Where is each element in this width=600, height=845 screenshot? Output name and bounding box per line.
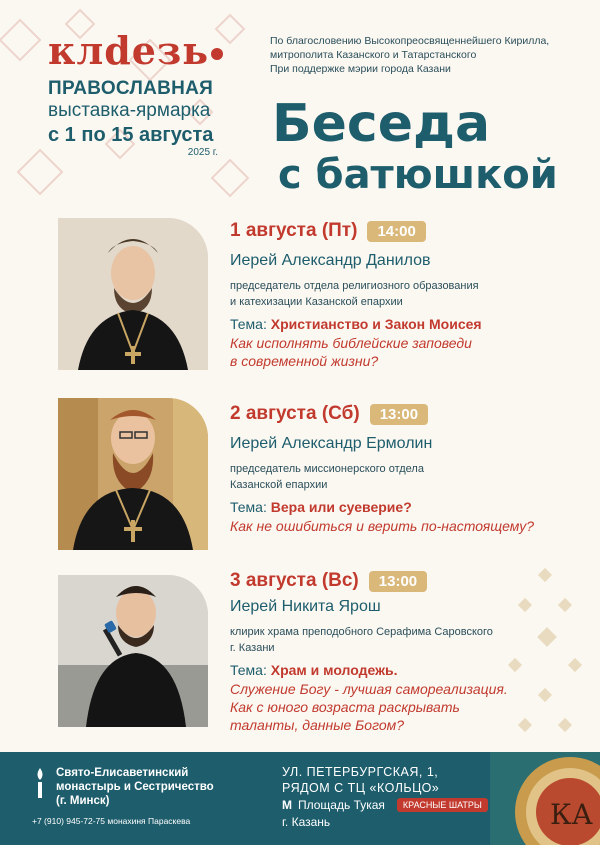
theme-label: Тема: xyxy=(230,499,267,515)
blessing-line: митрополита Казанского и Татарстанского xyxy=(270,49,477,61)
mosaic-letters: КА xyxy=(550,798,593,831)
role-line: г. Казани xyxy=(230,642,275,654)
event-card-1 xyxy=(230,220,590,370)
role-line: председатель отдела религиозного образования xyxy=(230,280,479,292)
monastery-line: (г. Минск) xyxy=(56,795,110,807)
metro-icon: М xyxy=(282,798,292,812)
priest-name: Иерей Александр Ермолин xyxy=(230,435,433,452)
event-theme xyxy=(230,316,590,332)
mosaic-image xyxy=(490,752,600,845)
contact-phone: +7 (910) 945-72-75 монахиня Параскева xyxy=(32,816,191,826)
title-line-2: с батюшкой xyxy=(278,152,558,198)
question-line: Как не ошибиться и верить по-настоящему? xyxy=(230,518,534,534)
theme-topic: Храм и молодежь. xyxy=(270,662,398,678)
event-time-badge: 14:00 xyxy=(367,221,425,242)
role-line: и катехизации Казанской епархии xyxy=(230,296,403,308)
monastery-line: монастырь и Сестричество xyxy=(56,781,214,793)
theme-topic: Вера или суеверие? xyxy=(270,499,412,515)
city: г. Казань xyxy=(282,815,331,829)
logo-dot xyxy=(211,48,223,60)
metro-station: Площадь Тукая xyxy=(298,798,385,812)
monastery-block xyxy=(32,766,254,808)
priest-photo-2 xyxy=(58,398,208,550)
event-question xyxy=(230,334,590,370)
event-date: 3 августа (Вс) xyxy=(230,570,359,591)
expo-year: 2025 г. xyxy=(187,147,218,158)
priest-role xyxy=(230,461,590,493)
expo-dates: с 1 по 15 августа xyxy=(48,124,214,146)
footer-organizer xyxy=(0,752,268,845)
address-line: РЯДОМ С ТЦ «КОЛЬЦО» xyxy=(282,781,440,795)
priest-name: Иерей Никита Ярош xyxy=(230,598,381,615)
address-line: УЛ. ПЕТЕРБУРГСКАЯ, 1, xyxy=(282,765,439,779)
question-line: Как исполнять библейские заповеди xyxy=(230,335,472,351)
event-date-row xyxy=(230,403,590,425)
title-line-1: Беседа xyxy=(272,94,491,154)
role-line: Казанской епархии xyxy=(230,479,328,491)
event-date: 1 августа (Пт) xyxy=(230,220,358,241)
monastery-line: Свято-Елисаветинский xyxy=(56,767,189,779)
blessing-line: По благословению Высокопреосвященнейшего Кирилла, xyxy=(270,35,550,47)
priest-role xyxy=(230,278,590,310)
monastery-name xyxy=(56,766,214,808)
role-line: председатель миссионерского отдела xyxy=(230,463,424,475)
priest-role xyxy=(230,624,590,656)
page-title xyxy=(272,96,558,198)
question-line: таланты, данные Богом? xyxy=(230,717,404,733)
event-date: 2 августа (Сб) xyxy=(230,403,360,424)
event-time-badge: 13:00 xyxy=(370,404,428,425)
kladez-logo: клdезь xyxy=(48,28,223,73)
event-card-3 xyxy=(230,570,590,734)
expo-line-2: выставка-ярмарка xyxy=(48,100,211,121)
question-line: Служение Богу - лучшая самореализация. xyxy=(230,681,508,697)
theme-topic: Христианство и Закон Моисея xyxy=(270,316,482,332)
event-theme xyxy=(230,499,590,515)
priest-name: Иерей Александр Данилов xyxy=(230,252,431,269)
red-tents-badge: КРАСНЫЕ ШАТРЫ xyxy=(397,798,488,812)
theme-label: Тема: xyxy=(230,316,267,332)
role-line: клирик храма преподобного Серафима Саровского xyxy=(230,626,493,638)
blessing-text xyxy=(270,34,590,76)
question-line: Как с юного возраста раскрывать xyxy=(230,699,460,715)
blessing-line: При поддержке мэрии города Казани xyxy=(270,63,451,75)
event-time-badge: 13:00 xyxy=(369,571,427,592)
event-theme xyxy=(230,662,590,678)
event-question xyxy=(230,680,590,734)
candle-icon xyxy=(32,766,48,800)
priest-photo-3 xyxy=(58,575,208,727)
event-question xyxy=(230,517,590,535)
event-date-row xyxy=(230,570,590,592)
expo-line-1: ПРАВОСЛАВНАЯ xyxy=(48,78,214,99)
expo-title xyxy=(48,78,238,158)
event-date-row xyxy=(230,220,590,242)
event-card-2 xyxy=(230,403,590,535)
question-line: в современной жизни? xyxy=(230,353,379,369)
priest-photo-1 xyxy=(58,218,208,370)
theme-label: Тема: xyxy=(230,662,267,678)
